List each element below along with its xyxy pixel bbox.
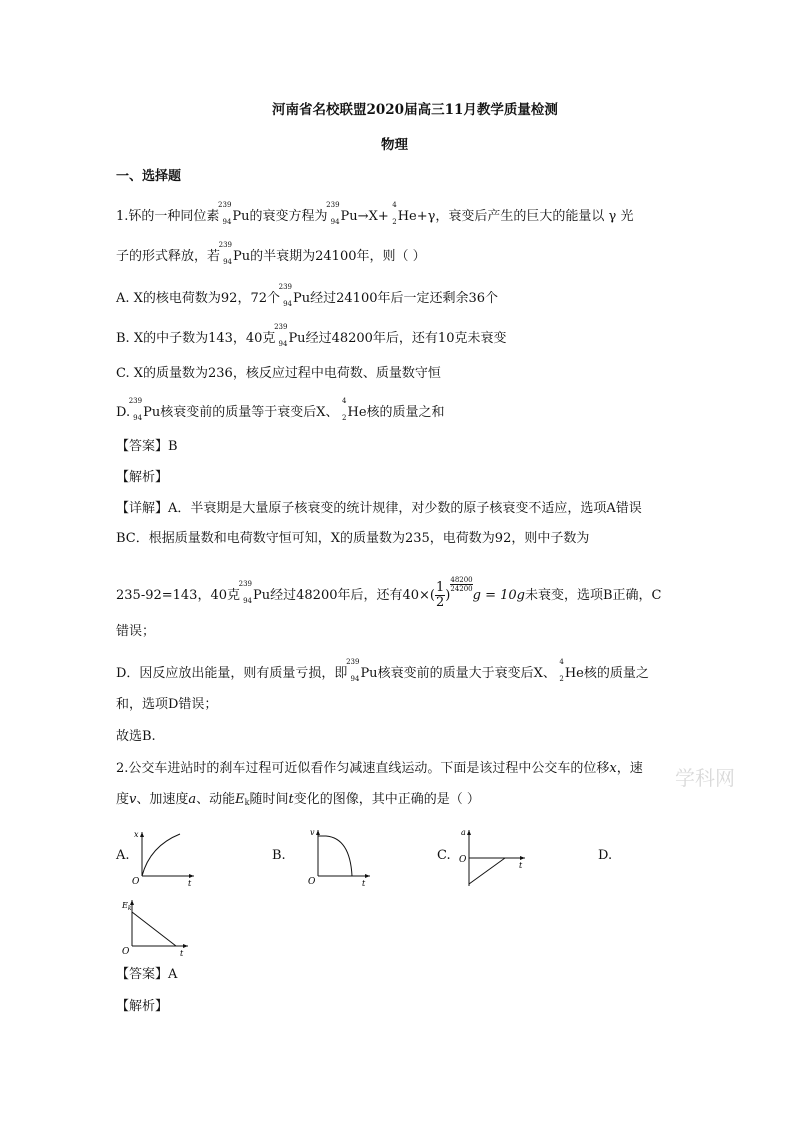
- question-2-stem: 2.公交车进站时的刹车过程可近似看作匀减速直线运动。下面是该过程中公交车的位移x，速: [116, 761, 643, 776]
- question-2-stem-line2: 度v、加速度a、动能$E_k$随时间t变化的图像，其中正确的是（ ）: [116, 792, 480, 807]
- analysis-label-2: 【解析】: [116, 999, 169, 1014]
- detail-line-5: D．因反应放出能量，则有质量亏损，即 239 94 Pu核衰变前的质量大于衰变后X、 4 2 He核的质量之: [116, 658, 649, 683]
- nuclide-pu: 239 94: [128, 397, 143, 422]
- question-1-stem-line2: 子的形式释放，若 239 94 Pu的半衰期为24100年，则（ ）: [116, 241, 426, 266]
- svg-text:t: t: [362, 879, 366, 888]
- nuclide-pu: 239 94: [278, 283, 292, 308]
- svg-text:t: t: [519, 861, 523, 870]
- option-b: B. X的中子数为143，40克 239 94 Pu经过48200年后，还有10克未衰变: [116, 323, 507, 348]
- nuclide-he: 4 2: [559, 658, 564, 683]
- detail-line-4: 错误；: [116, 624, 156, 639]
- option-d: D. 239 94 Pu核衰变前的质量等于衰变后X、 4 2 He核的质量之和: [116, 397, 445, 422]
- option-a-label: A.: [116, 848, 130, 863]
- detail-line-6: 和，选项D错误；: [116, 697, 218, 712]
- subject-title: 物理: [381, 137, 408, 153]
- detail-line-2: BC．根据质量数和电荷数守恒可知，X的质量数为235，电荷数为92，则中子数为: [116, 531, 590, 546]
- nuclide-pu: 239 94: [218, 241, 233, 266]
- option-d-label: D.: [598, 848, 613, 863]
- option-a: A. X的核电荷数为92，72个 239 94 Pu经过24100年后一定还剩余36个: [116, 283, 499, 308]
- svg-text:O: O: [308, 877, 316, 887]
- nuclide-pu: 239 94: [238, 580, 252, 605]
- svg-text:v: v: [310, 828, 315, 837]
- detail-line-1: 【详解】A．半衰期是大量原子核衰变的统计规律，对少数的原子核衰变不适应，选项A错误: [116, 501, 642, 516]
- detail-line-3: 235-92=143，40克 239 94 Pu经过48200年后，还有40×( $\frac{1}{2}$ ) $\frac{48200}{24200}g = 10g$未衰变，选项B正确，C: [116, 576, 662, 610]
- svg-text:t: t: [188, 879, 192, 888]
- detail-line-7: 故选B.: [116, 729, 156, 744]
- question-1-stem: 1.钚的一种同位素 239 94 Pu的衰变方程为 239 94 Pu→X+ 4 2 He+γ，衰变后产生的巨大的能量以 γ 光: [116, 201, 634, 226]
- option-b-label: B.: [272, 848, 286, 863]
- svg-text:Ek: $E_k$: [122, 901, 132, 912]
- nuclide-pu: 239 94: [346, 658, 360, 683]
- option-c-label: C.: [437, 848, 451, 863]
- nuclide-he: 4 2: [342, 397, 347, 422]
- graph-b-vt: [304, 826, 374, 888]
- nuclide-he: 4 2: [392, 201, 397, 226]
- svg-text:x: x: [134, 830, 139, 839]
- analysis-label: 【解析】: [116, 470, 169, 485]
- svg-text:O: O: [122, 947, 130, 957]
- svg-text:O: O: [459, 855, 467, 865]
- watermark: 学科网: [675, 766, 735, 790]
- graph-c-at: [455, 826, 531, 888]
- svg-text:a: a: [461, 828, 466, 837]
- graph-d-ekt: [118, 896, 194, 958]
- page-title: 河南省名校联盟2020届高三11月教学质量检测: [272, 102, 558, 118]
- graph-a-xt: [128, 828, 198, 888]
- section-heading: 一、选择题: [116, 169, 182, 184]
- answer-label: 【答案】B: [116, 439, 178, 454]
- decay-formula: 40×( $\frac{1}{2}$ ) $\frac{48200}{24200}g = 10g$: [402, 576, 525, 610]
- option-c: C. X的质量数为236，核反应过程中电荷数、质量数守恒: [116, 366, 441, 381]
- nuclide-pu: 239 94: [326, 201, 340, 226]
- answer-label-2: 【答案】A: [116, 967, 178, 982]
- svg-text:t: t: [180, 949, 184, 958]
- svg-text:O: O: [132, 877, 140, 887]
- nuclide-pu: 239 94: [218, 201, 232, 226]
- nuclide-pu: 239 94: [274, 323, 288, 348]
